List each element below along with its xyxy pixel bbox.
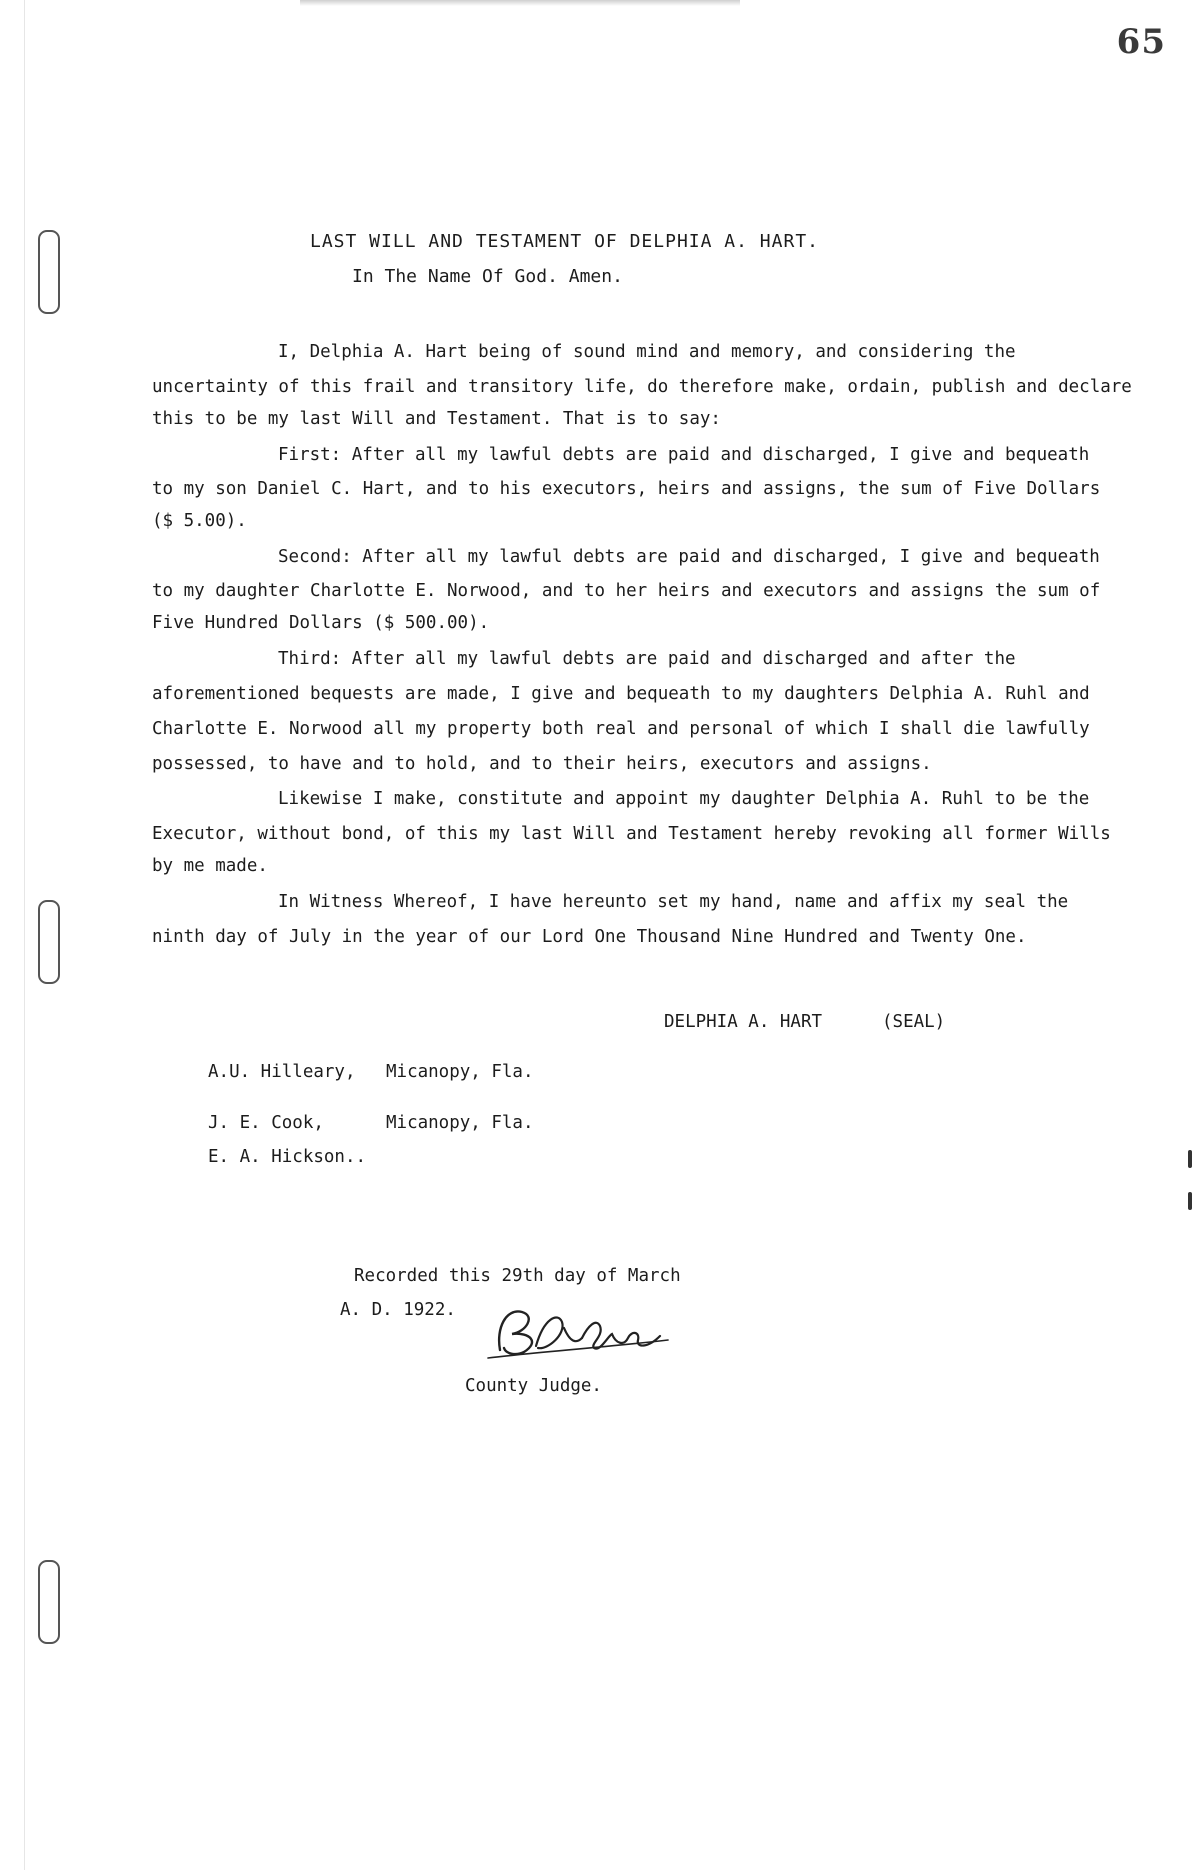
witness-location: Micanopy, Fla. (386, 1062, 534, 1082)
punch-hole-middle (38, 900, 60, 984)
recorded-line: Recorded this 29th day of March (354, 1266, 681, 1286)
will-line: ($ 5.00). (152, 511, 247, 531)
document-invocation: In The Name Of God. Amen. (352, 266, 623, 287)
will-line: Charlotte E. Norwood all my property both real and personal of which I shall die lawfully (152, 719, 1090, 739)
judge-signature (478, 1298, 678, 1368)
document-title: LAST WILL AND TESTAMENT OF DELPHIA A. HART. (310, 231, 819, 252)
will-line: I, Delphia A. Hart being of sound mind and memory, and considering the (278, 342, 1016, 362)
punch-hole-bottom (38, 1560, 60, 1644)
recorded-year: A. D. 1922. (340, 1300, 456, 1320)
will-line: Third: After all my lawful debts are paid and discharged and after the (278, 649, 1016, 669)
will-line: uncertainty of this frail and transitory life, do therefore make, ordain, publish and declare (152, 377, 1132, 397)
testator-signature: DELPHIA A. HART (664, 1012, 823, 1032)
will-line: Executor, without bond, of this my last Will and Testament hereby revoking all former Wills (152, 824, 1111, 844)
will-line: aforementioned bequests are made, I give and bequeath to my daughters Delphia A. Ruhl and (152, 684, 1090, 704)
will-line: ninth day of July in the year of our Lord One Thousand Nine Hundred and Twenty One. (152, 927, 1027, 947)
edge-mark (1188, 1192, 1192, 1210)
witness-name: A.U. Hilleary, (208, 1062, 356, 1082)
witness-name: E. A. Hickson.. (208, 1147, 367, 1167)
page-left-edge (0, 0, 25, 1870)
will-line: this to be my last Will and Testament. That is to say: (152, 409, 721, 429)
edge-mark (1188, 1150, 1192, 1168)
will-line: Second: After all my lawful debts are paid and discharged, I give and bequeath (278, 547, 1100, 567)
will-line: Likewise I make, constitute and appoint my daughter Delphia A. Ruhl to be the (278, 789, 1090, 809)
will-line: possessed, to have and to hold, and to their heirs, executors and assigns. (152, 754, 932, 774)
page-top-edge (300, 0, 740, 6)
will-line: by me made. (152, 856, 268, 876)
page-number: 65 (1116, 22, 1166, 62)
judge-title: County Judge. (465, 1376, 602, 1396)
witness-location: Micanopy, Fla. (386, 1113, 534, 1133)
punch-hole-top (38, 230, 60, 314)
will-line: In Witness Whereof, I have hereunto set my hand, name and affix my seal the (278, 892, 1069, 912)
will-line: to my daughter Charlotte E. Norwood, and to her heirs and executors and assigns the sum of (152, 581, 1101, 601)
will-line: to my son Daniel C. Hart, and to his executors, heirs and assigns, the sum of Five Dollars (152, 479, 1101, 499)
seal-label: (SEAL) (882, 1012, 946, 1032)
witness-name: J. E. Cook, (208, 1113, 324, 1133)
will-line: Five Hundred Dollars ($ 500.00). (152, 613, 490, 633)
will-line: First: After all my lawful debts are paid and discharged, I give and bequeath (278, 445, 1090, 465)
